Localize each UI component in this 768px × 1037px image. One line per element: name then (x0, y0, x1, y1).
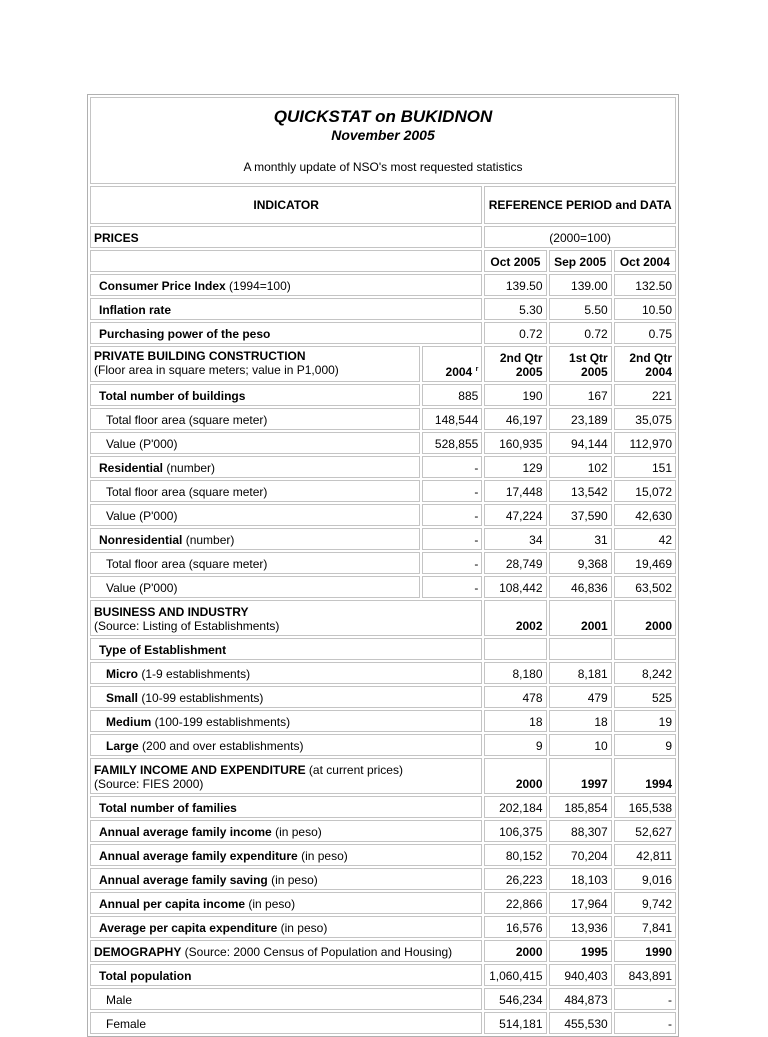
table-row (90, 274, 676, 296)
value-cell: - (422, 552, 482, 574)
value-cell: 42 (614, 528, 676, 550)
row-label (90, 528, 420, 550)
value-cell: 46,197 (484, 408, 546, 430)
value-cell: 31 (549, 528, 612, 550)
table-row (90, 552, 676, 574)
row-label-main: Nonresidential (99, 533, 183, 547)
row-label-detail: (10-99 establishments) (138, 691, 264, 705)
value-cell: 479 (549, 686, 612, 708)
demography-section-header (90, 940, 482, 962)
row-label-main: Small (106, 691, 139, 705)
table-row (90, 868, 676, 890)
value-cell: 190 (484, 384, 546, 406)
quickstat-document (87, 94, 679, 1037)
value-cell: 94,144 (549, 432, 612, 454)
value-cell: 160,935 (484, 432, 546, 454)
construction-section-note: (Floor area in square meters; value in P1,000) (94, 363, 339, 377)
construction-period-header: 2nd Qtr 2004 (614, 346, 676, 382)
value-cell: 455,530 (549, 1012, 612, 1034)
family-section-qualifier: (at current prices) (305, 763, 403, 777)
prices-base-note: (2000=100) (484, 226, 676, 248)
table-row (90, 820, 676, 842)
value-cell: 9 (484, 734, 546, 756)
year-header: 2001 (549, 600, 612, 636)
value-cell: 17,964 (549, 892, 612, 914)
value-cell: 63,502 (614, 576, 676, 598)
value-cell: - (614, 988, 676, 1010)
value-cell: 18,103 (549, 868, 612, 890)
row-label-main: Medium (106, 715, 152, 729)
row-label (90, 432, 420, 454)
value-cell: 151 (614, 456, 676, 478)
year-header: 1995 (549, 940, 612, 962)
value-cell: 22,866 (484, 892, 546, 914)
family-section-header (90, 758, 482, 794)
demography-section-title: DEMOGRAPHY (94, 945, 182, 959)
value-cell: 18 (549, 710, 612, 732)
row-label (90, 844, 482, 866)
row-label-detail: (1-9 establishments) (138, 667, 251, 681)
page-title: QUICKSTAT on BUKIDNON (273, 107, 493, 126)
quickstat-table (87, 94, 679, 1037)
business-section-title: BUSINESS AND INDUSTRY (94, 605, 249, 619)
value-cell: - (422, 480, 482, 502)
year-header: 2000 (484, 940, 546, 962)
value-cell: 8,180 (484, 662, 546, 684)
value-cell: 18 (484, 710, 546, 732)
value-cell: 47,224 (484, 504, 546, 526)
period-header: Sep 2005 (549, 250, 612, 272)
table-row (90, 480, 676, 502)
table-row (90, 964, 676, 986)
value-cell: 80,152 (484, 844, 546, 866)
row-label-detail: (in peso) (277, 921, 328, 935)
construction-section-title: PRIVATE BUILDING CONSTRUCTION (94, 349, 306, 363)
value-cell: 8,181 (549, 662, 612, 684)
row-label (90, 576, 420, 598)
row-label-main: Annual average family expenditure (99, 849, 298, 863)
table-row (90, 528, 676, 550)
value-cell: 88,307 (549, 820, 612, 842)
value-cell: 35,075 (614, 408, 676, 430)
value-cell: 885 (422, 384, 482, 406)
value-cell: 129 (484, 456, 546, 478)
row-label (90, 456, 420, 478)
value-cell: 28,749 (484, 552, 546, 574)
year-header: 2000 (484, 758, 546, 794)
demography-section-source: (Source: 2000 Census of Population and Housing) (181, 945, 453, 959)
table-row (90, 662, 676, 684)
value-cell: 108,442 (484, 576, 546, 598)
row-label-main: Consumer Price Index (99, 279, 226, 293)
value-cell: 9,742 (614, 892, 676, 914)
value-cell: 34 (484, 528, 546, 550)
establishment-type-label: Type of Establishment (90, 638, 482, 660)
row-label (90, 892, 482, 914)
value-cell: 102 (549, 456, 612, 478)
value-cell: - (422, 456, 482, 478)
business-section-header (90, 600, 482, 636)
table-row (90, 892, 676, 914)
row-label (90, 964, 482, 986)
row-label (90, 988, 482, 1010)
value-cell: 139.00 (549, 274, 612, 296)
prices-section-title: PRICES (90, 226, 482, 248)
value-cell: 0.72 (549, 322, 612, 344)
row-label-detail: Total floor area (square meter) (106, 557, 268, 571)
value-cell: 5.30 (484, 298, 546, 320)
row-label-main: Micro (106, 667, 139, 681)
row-label-main: Annual average family saving (99, 873, 268, 887)
value-cell: 9,016 (614, 868, 676, 890)
value-cell: 42,630 (614, 504, 676, 526)
value-cell: 19 (614, 710, 676, 732)
table-row (90, 504, 676, 526)
value-cell: 70,204 (549, 844, 612, 866)
row-label-detail: (in peso) (267, 873, 318, 887)
table-row (90, 686, 676, 708)
period-header: Oct 2004 (614, 250, 676, 272)
row-label-main: Total population (99, 969, 192, 983)
row-label-main: Purchasing power of the peso (99, 327, 271, 341)
row-label-detail: Total floor area (square meter) (106, 413, 268, 427)
row-label-main: Total number of buildings (99, 389, 246, 403)
value-cell: 42,811 (614, 844, 676, 866)
row-label (90, 734, 482, 756)
page-subtitle: November 2005 (331, 127, 435, 143)
value-cell: 528,855 (422, 432, 482, 454)
value-cell: 37,590 (549, 504, 612, 526)
year-header: 1990 (614, 940, 676, 962)
value-cell: - (422, 576, 482, 598)
value-cell: 9 (614, 734, 676, 756)
year-header: 1994 (614, 758, 676, 794)
value-cell: - (422, 504, 482, 526)
row-label-detail: (number) (182, 533, 235, 547)
row-label-detail: (in peso) (245, 897, 296, 911)
row-label (90, 686, 482, 708)
row-label-main: Average per capita expenditure (99, 921, 278, 935)
row-label-detail: Male (106, 993, 133, 1007)
table-row (90, 1012, 676, 1034)
year-header: 1997 (549, 758, 612, 794)
row-label (90, 796, 482, 818)
row-label (90, 408, 420, 430)
construction-year-header: 2004 $^r$ (422, 346, 482, 382)
row-label (90, 916, 482, 938)
value-cell: 13,542 (549, 480, 612, 502)
year-header: 2002 (484, 600, 546, 636)
family-section-note: (Source: FIES 2000) (94, 777, 204, 791)
value-cell: 167 (549, 384, 612, 406)
row-label-main: Total number of families (99, 801, 237, 815)
value-cell: 132.50 (614, 274, 676, 296)
table-row (90, 710, 676, 732)
row-label (90, 274, 482, 296)
row-label-detail: (100-199 establishments) (151, 715, 291, 729)
row-label (90, 384, 420, 406)
value-cell: 514,181 (484, 1012, 546, 1034)
value-cell: 7,841 (614, 916, 676, 938)
table-row (90, 988, 676, 1010)
row-label-detail: Female (106, 1017, 147, 1031)
row-label (90, 504, 420, 526)
value-cell: 19,469 (614, 552, 676, 574)
page-tagline: A monthly update of NSO's most requested statistics (243, 160, 523, 174)
row-label-detail: Value (P'000) (106, 581, 178, 595)
value-cell: 9,368 (549, 552, 612, 574)
construction-period-header: 2nd Qtr 2005 (484, 346, 546, 382)
table-row (90, 916, 676, 938)
value-cell: 8,242 (614, 662, 676, 684)
value-cell: 139.50 (484, 274, 546, 296)
value-cell: 185,854 (549, 796, 612, 818)
row-label-main: Residential (99, 461, 164, 475)
family-section-title: FAMILY INCOME AND EXPENDITURE (94, 763, 306, 777)
table-row (90, 322, 676, 344)
value-cell: 15,072 (614, 480, 676, 502)
row-label-main: Large (106, 739, 139, 753)
period-header: Oct 2005 (484, 250, 546, 272)
row-label (90, 298, 482, 320)
row-label-detail: (in peso) (271, 825, 322, 839)
row-label (90, 662, 482, 684)
table-row (90, 844, 676, 866)
value-cell: 10.50 (614, 298, 676, 320)
construction-section-header (90, 346, 420, 382)
row-label-detail: Total floor area (square meter) (106, 485, 268, 499)
value-cell: 148,544 (422, 408, 482, 430)
table-row (90, 456, 676, 478)
value-cell: 17,448 (484, 480, 546, 502)
row-label (90, 710, 482, 732)
value-cell: 0.72 (484, 322, 546, 344)
table-row (90, 576, 676, 598)
business-section-note: (Source: Listing of Establishments) (94, 619, 280, 633)
reference-column-header: REFERENCE PERIOD and DATA (484, 186, 676, 224)
row-label-detail: Value (P'000) (106, 509, 178, 523)
value-cell: 1,060,415 (484, 964, 546, 986)
value-cell: - (614, 1012, 676, 1034)
construction-period-header: 1st Qtr 2005 (549, 346, 612, 382)
value-cell: 165,538 (614, 796, 676, 818)
value-cell: 843,891 (614, 964, 676, 986)
row-label (90, 552, 420, 574)
value-cell: 13,936 (549, 916, 612, 938)
indicator-column-header: INDICATOR (90, 186, 482, 224)
value-cell: 221 (614, 384, 676, 406)
value-cell: 46,836 (549, 576, 612, 598)
value-cell: 52,627 (614, 820, 676, 842)
prices-period-row (90, 250, 676, 272)
value-cell: 26,223 (484, 868, 546, 890)
value-cell: 940,403 (549, 964, 612, 986)
row-label-main: Annual per capita income (99, 897, 246, 911)
row-label (90, 1012, 482, 1034)
table-row (90, 298, 676, 320)
row-label-detail: (number) (163, 461, 216, 475)
table-row (90, 796, 676, 818)
table-row (90, 408, 676, 430)
value-cell: 525 (614, 686, 676, 708)
value-cell: 202,184 (484, 796, 546, 818)
row-label-main: Annual average family income (99, 825, 272, 839)
value-cell: 484,873 (549, 988, 612, 1010)
header-cell (90, 97, 676, 184)
row-label-main: Inflation rate (99, 303, 172, 317)
row-label-detail: (1994=100) (225, 279, 291, 293)
value-cell: 546,234 (484, 988, 546, 1010)
value-cell: 0.75 (614, 322, 676, 344)
value-cell: 112,970 (614, 432, 676, 454)
value-cell: 10 (549, 734, 612, 756)
value-cell: 23,189 (549, 408, 612, 430)
row-label (90, 322, 482, 344)
row-label (90, 820, 482, 842)
row-label-detail: Value (P'000) (106, 437, 178, 451)
value-cell: - (422, 528, 482, 550)
value-cell: 16,576 (484, 916, 546, 938)
table-row (90, 432, 676, 454)
value-cell: 478 (484, 686, 546, 708)
row-label (90, 480, 420, 502)
table-row (90, 384, 676, 406)
year-header: 2000 (614, 600, 676, 636)
value-cell: 106,375 (484, 820, 546, 842)
row-label (90, 868, 482, 890)
row-label-detail: (200 and over establishments) (138, 739, 304, 753)
value-cell: 5.50 (549, 298, 612, 320)
row-label-detail: (in peso) (297, 849, 348, 863)
table-row (90, 734, 676, 756)
